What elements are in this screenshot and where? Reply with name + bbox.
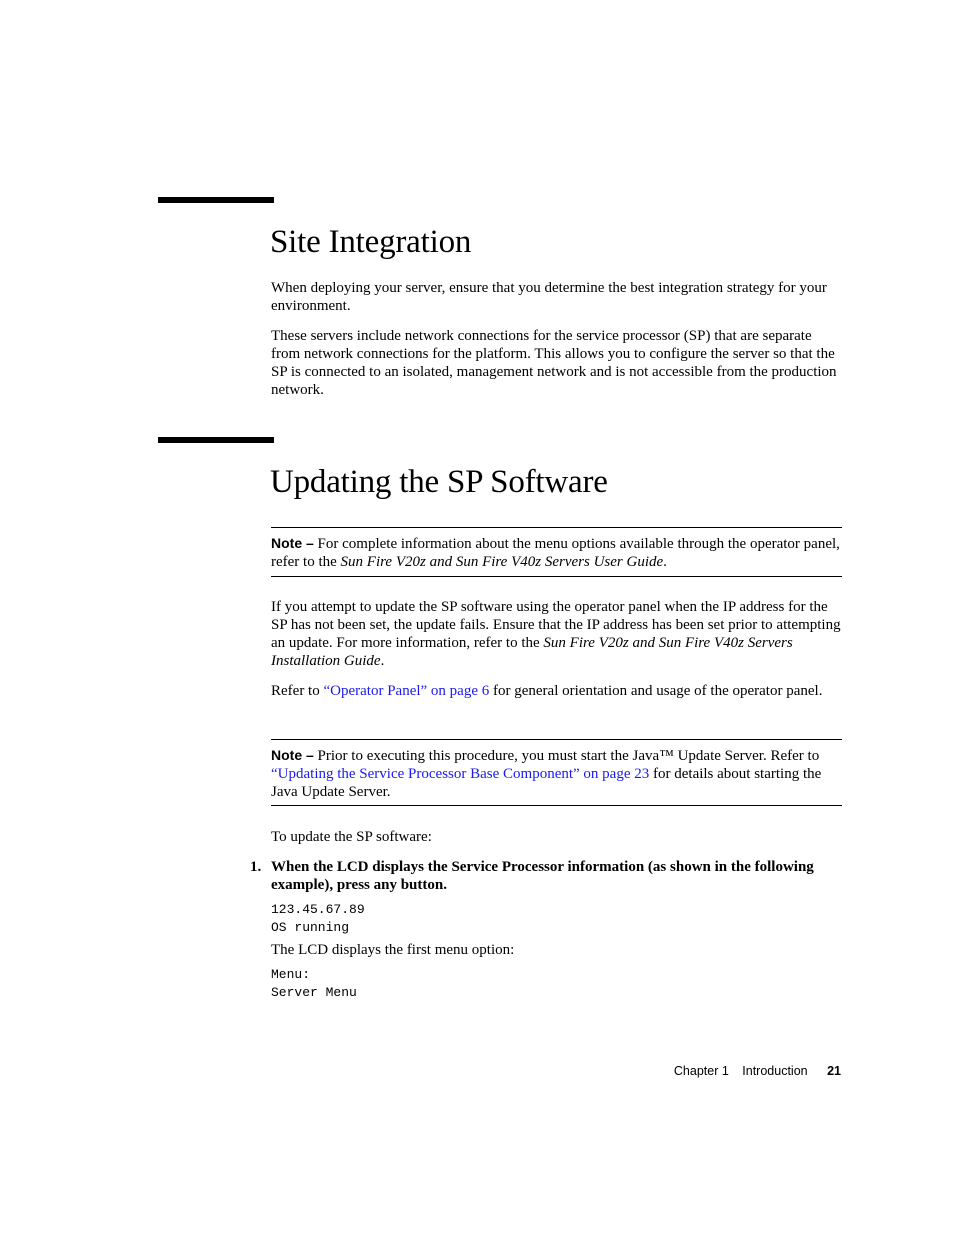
code-sample-2: Menu: Server Menu [271,967,357,1000]
site-integration-para-1: When deploying your server, ensure that you determine the best integration strategy for your environment. [271,280,827,314]
note-2-label: Note – [271,747,314,763]
page-number: 21 [827,1064,841,1078]
update-warning-text: If you attempt to update the SP software using the operator panel when the IP address for the SP has not been set, the update fails. Ensure that the IP address has been set prior to attempting an update. For more information, refer to the [271,599,841,651]
note-1-top-rule [271,527,842,528]
note-2-top-rule [271,739,842,740]
lcd-display-text: The LCD displays the first menu option: [271,942,515,958]
note-1-period: . [663,554,667,570]
operator-panel-before: Refer to [271,683,320,699]
note-1 [271,534,843,571]
note-1-label: Note – [271,535,314,551]
note-2-text: Prior to executing this procedure, you must start the Java™ Update Server. Refer to [317,748,820,764]
note-2 [271,746,843,801]
update-intro: To update the SP software: [271,829,432,845]
update-warning-para [271,598,843,670]
note-1-text: For complete information about the menu options available through the operator panel, refer to the [271,536,840,570]
note-2-bottom-rule [271,805,842,806]
operator-panel-para [271,682,843,700]
heading-updating-sp-software: Updating the SP Software [270,464,608,500]
heading-site-integration: Site Integration [270,224,472,260]
base-component-link[interactable]: “Updating the Service Processor Base Component” on page 23 [271,766,650,782]
code-sample-1: 123.45.67.89 OS running [271,902,365,935]
section-rule-2 [158,437,274,443]
footer-chapter: Chapter 1 [673,1064,729,1078]
step-1 [250,858,845,898]
page-footer [674,1064,841,1078]
update-warning-period: . [380,653,385,669]
operator-panel-link[interactable]: “Operator Panel” on page 6 [323,683,490,699]
operator-panel-after: for general orientation and usage of the operator panel. [493,683,823,699]
site-integration-para-2: These servers include network connections for the service processor (SP) that are separate from network connections for the platform. This allows you to configure the server so that the SP is connected to an isolated, management network and is not accessible from the production network. [271,328,837,398]
note-2-after: for details about starting the Java Update Server. [271,766,822,800]
step-1-number: 1. [250,859,262,875]
footer-section: Introduction [742,1064,808,1078]
installation-guide-title: Sun Fire V20z and Sun Fire V40z Servers Installation Guide [271,635,793,669]
step-1-text: When the LCD displays the Service Processor information (as shown in the following example), press any button. [271,859,814,893]
section-rule-1 [158,197,274,203]
note-1-guide-title: Sun Fire V20z and Sun Fire V40z Servers User Guide [340,554,664,570]
note-1-bottom-rule [271,576,842,577]
